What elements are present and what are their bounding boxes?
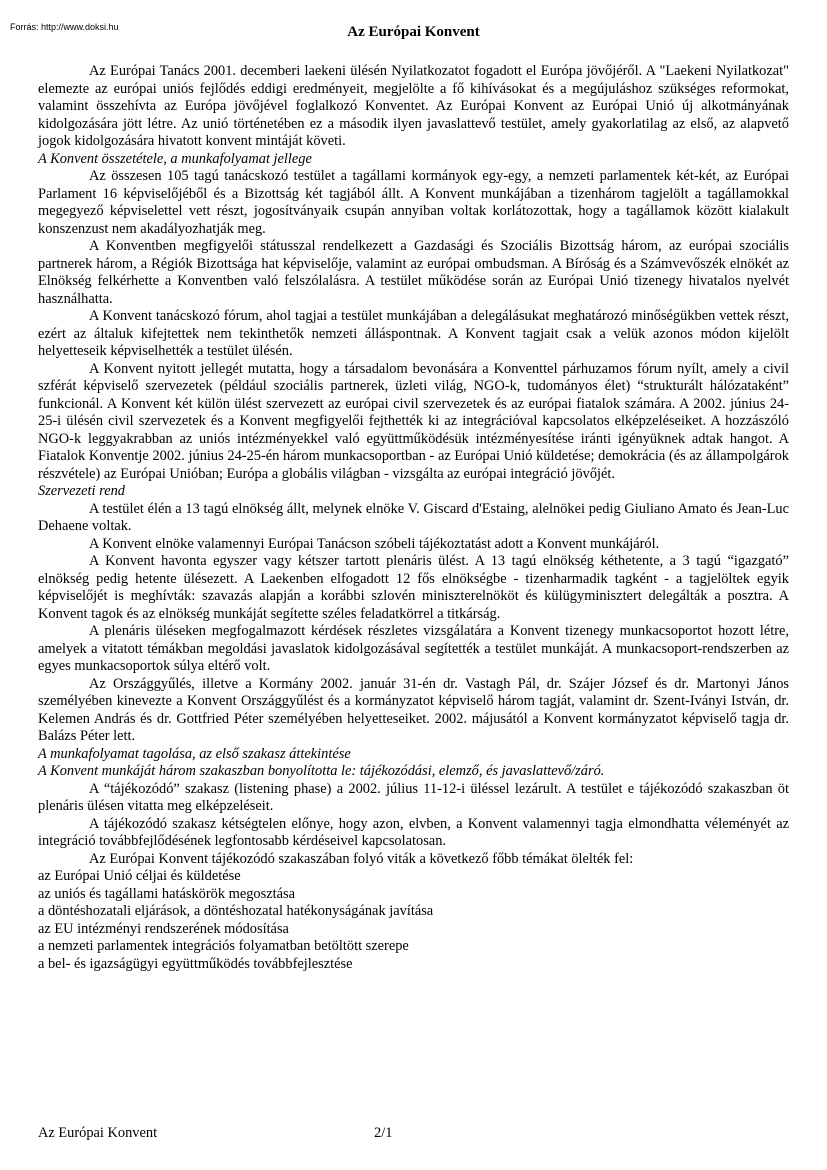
list-item: az EU intézményi rendszerének módosítása (38, 920, 289, 937)
list-item: a nemzeti parlamentek integrációs folyamatban betöltött szerepe (38, 938, 409, 954)
body-paragraph: Az Országgyűlés, illetve a Kormány 2002. január 31-én dr. Vastagh Pál, dr. Szájer József és dr. Martonyi János személyében kinevezte a Konvent Országgyűlést és a kormányzatot képviselő három tagját, valamint dr. Szent-Iványi István, dr. Kelemen András és dr. Gottfried Péter személyében helyetteseiket. 2002. májusától a Konvent kormányzatot képviselő tagja dr. Balázs Péter lett. (38, 675, 789, 744)
body-paragraph: A Konvent tanácskozó fórum, ahol tagjai a testület munkájában a delegálásukat meghatározó minőségükben vettek részt, ezért az általuk kifejtettek nem tekinthetők nemzeti álláspontnak. A Konvent tagjait csak a velük azonos módon kijelölt helyetteseik képviselhették a testület ülésén. (38, 308, 789, 359)
section-heading: A Konvent összetétele, a munkafolyamat jellege (38, 150, 312, 167)
list-item: a bel- és igazságügyi együttműködés továbbfejlesztése (38, 955, 353, 972)
body-paragraph: A Konvent elnöke valamennyi Európai Tanácson szóbeli tájékoztatást adott a Konvent munkájáról. (89, 535, 660, 552)
body-paragraph: A tájékozódó szakasz kétségtelen előnye, hogy azon, elvben, a Konvent valamennyi tagja elmondhatta véleményét az integráció továbbfejlődésének legfontosabb kérdéseivel kapcsolatosan. (38, 815, 789, 849)
section-subheading: A Konvent munkáját három szakaszban bonyolította le: tájékozódási, elemző, és javaslattevő/záró. (38, 763, 605, 779)
page-title: Az Európai Konvent (347, 24, 480, 40)
section-heading: Szervezeti rend (38, 483, 125, 499)
document-body (38, 63, 789, 973)
body-paragraph: Az Európai Konvent tájékozódó szakaszában folyó viták a következő főbb témákat ölelték fel: (89, 850, 634, 867)
source-url: Forrás: http://www.doksi.hu (10, 22, 119, 32)
body-paragraph: A “tájékozódó” szakasz (listening phase) a 2002. július 11-12-i üléssel lezárult. A testület e tájékozódó szakaszban öt plenáris ülésen vitatta meg elképzeléseit. (38, 780, 789, 814)
list-item: az Európai Unió céljai és küldetése (38, 868, 241, 884)
body-paragraph: A Konvent nyitott jellegét mutatta, hogy a társadalom bevonására a Konventtel párhuzamos fórum nyílt, amely a civil szférát képviselő szervezetek (például szociális partnerek, üzleti világ, NGO-k, tudományos élet) “strukturált hálózataként” funkcionál. A Konvent két külön ülést szervezett az európai civil szervezetek és az európai fiatalok számára. A 2002. június 24- 25-i ülésén civil szervezetek és a Konvent megfigyelői fejthették ki az integrációval kapcsolatos elképzeléseiket. A hozzászóló NGO-k leggyakrabban az uniós intézményekkel való együttműködésük intézményesítése iránti igényüknek adtak hangot. A Fiatalok Konventje 2002. június 24-25-én három munkacsoportban - az Európai Unió küldetése; demokrácia (és az állampolgárok részvétele) az Európai Unióban; Európa a globális világban - vizsgálta az európai integráció jövőjét. (38, 360, 789, 482)
intro-paragraph: Az Európai Tanács 2001. decemberi laekeni ülésén Nyilatkozatot fogadott el Európa jövőjéről. A "Laekeni Nyilatkozat" elemezte az európai uniós fejlődés eddigi eredményeit, megjelölte a fő kihívásokat és a megújuláshoz szükséges reformokat, valamint összehívta az Európa jövőjével foglalkozó Konventet. Az Európai Konvent az Európai Unió új alkotmányának kidolgozására jött létre. Az unió történetében ez a második ilyen javaslattevő testület, amely gyakorlatilag az első, az alapvető jogok kidolgozására hivatott konvent mintáját követi. (38, 63, 789, 149)
body-paragraph: A Konvent havonta egyszer vagy kétszer tartott plenáris ülést. A 13 tagú elnökség kéthetente, a 3 tagú “igazgató” elnökség pedig hetente ülésezett. A Laekenben elfogadott 12 fős elnökségbe - tizenharmadik tagként - a tagjelöltek egyik képviselőjét is meghívták: szavazás alapján a korábbi szlovén miniszterelnököt és külügyminisztert delegálták a posztra. A Konvent tagok és az elnökség munkáját segítette széles feladatkörrel a titkárság. (38, 553, 789, 622)
body-paragraph: A Konventben megfigyelői státusszal rendelkezett a Gazdasági és Szociális Bizottság három, az európai szociális partnerek három, a Régiók Bizottsága hat képviselője, valamint az európai ombudsman. A Bíróság és a Számvevőszék elnökét az Elnökség felkérhette a Konventben való felszólalásra. A testület működése során az Európai Unió tizenegy hivatalos nyelvét használhatta. (38, 238, 789, 307)
body-paragraph: Az összesen 105 tagú tanácskozó testület a tagállami kormányok egy-egy, a nemzeti parlamentek két-két, az Európai Parlament 16 képviselőjéből és a Bizottság két tagjából állt. A Konvent munkájában a tizenhárom tagjelölt a tagállamokkal megegyező képviselettel vett részt, jogosítványaik csupán annyiban voltak korlátozottak, hogy a tagállamok között kialakult konszenzust nem akadályozhatják meg. (38, 168, 789, 237)
section-heading: A munkafolyamat tagolása, az első szakasz áttekintése (38, 745, 351, 762)
list-item: a döntéshozatali eljárások, a döntéshozatal hatékonyságának javítása (38, 903, 434, 919)
list-item: az uniós és tagállami hatáskörök megosztása (38, 885, 295, 902)
body-paragraph: A plenáris üléseken megfogalmazott kérdések részletes vizsgálatára a Konvent tizenegy munkacsoportot hozott létre, amelyek a vitatott témákban megoldási javaslatok kidolgozásával segítették a testület munkáját. A munkacsoport-rendszerben az egyes munkacsoportok súlya eltérő volt. (38, 623, 789, 674)
page-number: 2/1 (374, 1125, 393, 1141)
footer-title: Az Európai Konvent (38, 1125, 158, 1141)
body-paragraph: A testület élén a 13 tagú elnökség állt, melynek elnöke V. Giscard d'Estaing, alelnökei pedig Giuliano Amato és Jean-Luc Dehaene voltak. (38, 500, 789, 534)
